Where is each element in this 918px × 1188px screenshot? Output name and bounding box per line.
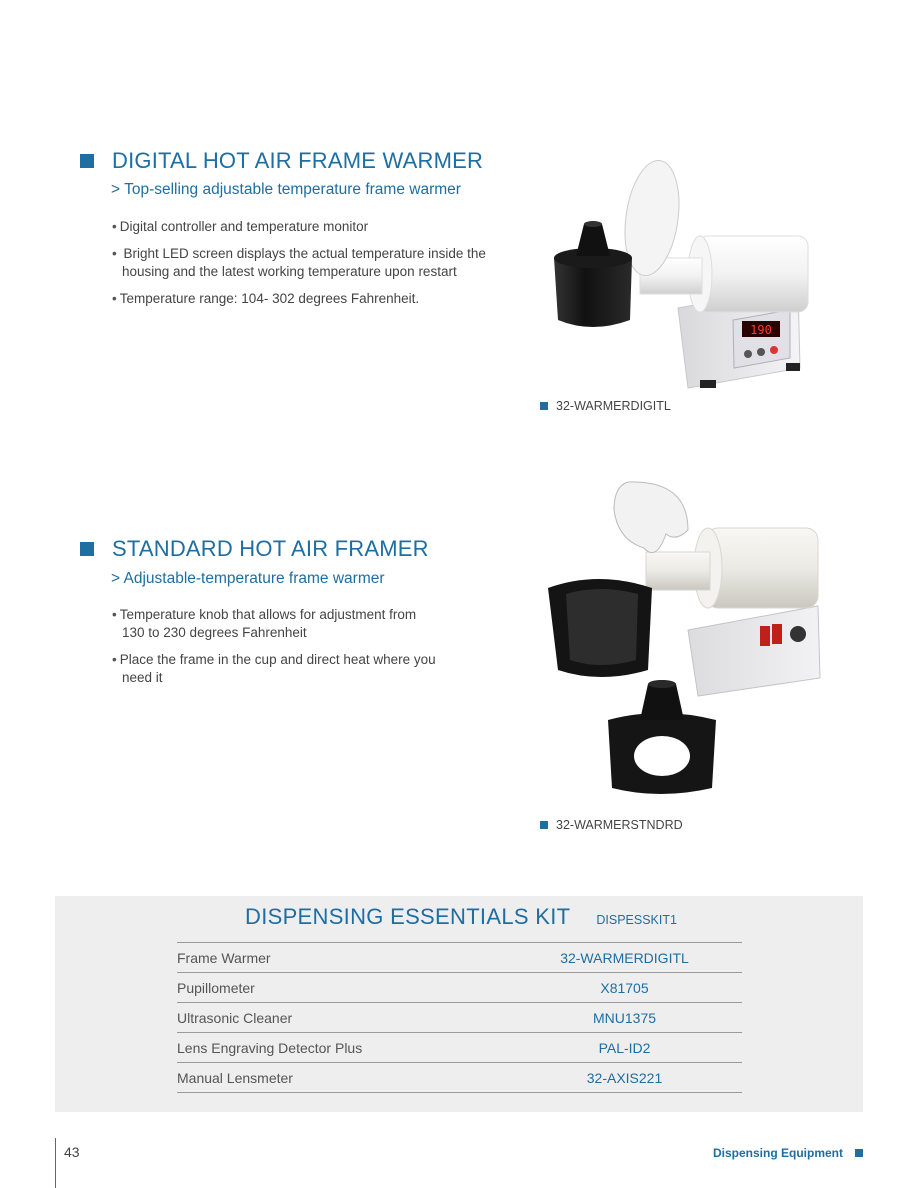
feature-item: • Digital controller and temperature monitor	[112, 218, 512, 236]
section-name: Dispensing Equipment	[712, 1146, 843, 1160]
kit-table	[177, 942, 742, 1093]
feature-item: • Bright LED screen displays the actual temperature inside the housing and the latest working temperature upon restart	[112, 245, 512, 281]
product-caption	[540, 818, 683, 832]
footer-section-label	[713, 1146, 863, 1160]
feature-list	[112, 218, 512, 317]
kit-item-name: Frame Warmer	[177, 949, 271, 966]
feature-item: • Temperature knob that allows for adjustment from 130 to 230 degrees Fahrenheit	[112, 606, 442, 642]
product-subtitle: > Top-selling adjustable temperature frame warmer	[111, 181, 461, 198]
product-sku: 32-WARMERDIGITL	[556, 399, 671, 413]
kit-item-sku: X81705	[600, 979, 649, 996]
feature-list	[112, 606, 442, 696]
digital-warmer-image	[548, 158, 818, 390]
table-row	[177, 973, 742, 1003]
table-row	[177, 1033, 742, 1063]
page-number: 43	[64, 1144, 80, 1160]
kit-item-sku: PAL-ID2	[598, 1039, 651, 1056]
table-row	[177, 943, 742, 973]
kit-item-name: Manual Lensmeter	[177, 1069, 293, 1086]
square-bullet-icon	[80, 542, 94, 556]
standard-framer-image	[548, 470, 828, 800]
product-title: DIGITAL HOT AIR FRAME WARMER	[112, 148, 484, 173]
kit-item-sku: 32-AXIS221	[586, 1069, 663, 1086]
dispensing-kit-panel	[55, 896, 863, 1112]
kit-code: DISPESSKIT1	[596, 913, 677, 927]
feature-item: • Temperature range: 104- 302 degrees Fahrenheit.	[112, 290, 512, 308]
kit-item-sku: 32-WARMERDIGITL	[560, 949, 689, 966]
footer-divider	[55, 1138, 56, 1188]
kit-item-name: Lens Engraving Detector Plus	[177, 1039, 363, 1056]
square-bullet-icon	[540, 402, 548, 410]
product-caption	[540, 399, 671, 413]
product-sku: 32-WARMERSTNDRD	[556, 818, 683, 832]
kit-item-name: Ultrasonic Cleaner	[177, 1009, 293, 1026]
square-bullet-icon	[855, 1149, 863, 1157]
kit-title-row	[245, 904, 677, 930]
kit-item-sku: MNU1375	[592, 1009, 657, 1026]
square-bullet-icon	[80, 154, 94, 168]
table-row	[177, 1063, 742, 1093]
product-subtitle: > Adjustable-temperature frame warmer	[111, 570, 385, 587]
feature-item: • Place the frame in the cup and direct heat where you need it	[112, 651, 442, 687]
product-title-row	[80, 148, 483, 174]
led-display-reading: 190	[750, 323, 772, 337]
square-bullet-icon	[540, 821, 548, 829]
kit-item-name: Pupillometer	[177, 979, 255, 996]
product-title: STANDARD HOT AIR FRAMER	[112, 536, 429, 561]
kit-title: DISPENSING ESSENTIALS KIT	[245, 904, 571, 929]
product-title-row	[80, 536, 429, 562]
table-row	[177, 1003, 742, 1033]
